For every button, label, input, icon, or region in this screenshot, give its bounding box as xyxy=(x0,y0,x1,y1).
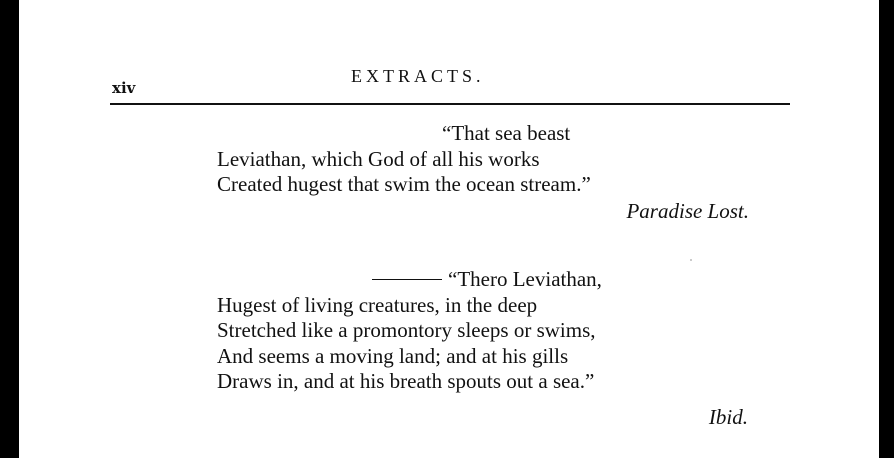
verse-line: Draws in, and at his breath spouts out a sea.” xyxy=(217,369,595,394)
page-number: xiv xyxy=(112,79,136,97)
verse-line-text: “Thero Leviathan, xyxy=(448,267,602,291)
verse-line: Hugest of living creatures, in the deep xyxy=(217,292,538,317)
source-attribution: Ibid. xyxy=(708,405,748,429)
running-head: EXTRACTS. xyxy=(351,66,485,86)
verse-line: And seems a moving land; and at his gills xyxy=(217,343,569,368)
verse-line: Leviathan, which God of all his works xyxy=(217,146,540,171)
verse-line-first xyxy=(217,267,602,293)
source-attribution: Paradise Lost. xyxy=(626,199,749,223)
verse-line: Created hugest that swim the ocean stream.” xyxy=(217,172,591,197)
paper-speck xyxy=(690,259,692,261)
em-dash-rule xyxy=(372,279,442,280)
header-rule xyxy=(110,103,790,105)
quote-paradise-lost xyxy=(217,121,591,198)
quote-ibid xyxy=(217,267,602,395)
verse-line: “That sea beast xyxy=(442,121,571,145)
book-page xyxy=(19,0,879,458)
verse-line: Stretched like a promontory sleeps or swims, xyxy=(217,318,596,343)
